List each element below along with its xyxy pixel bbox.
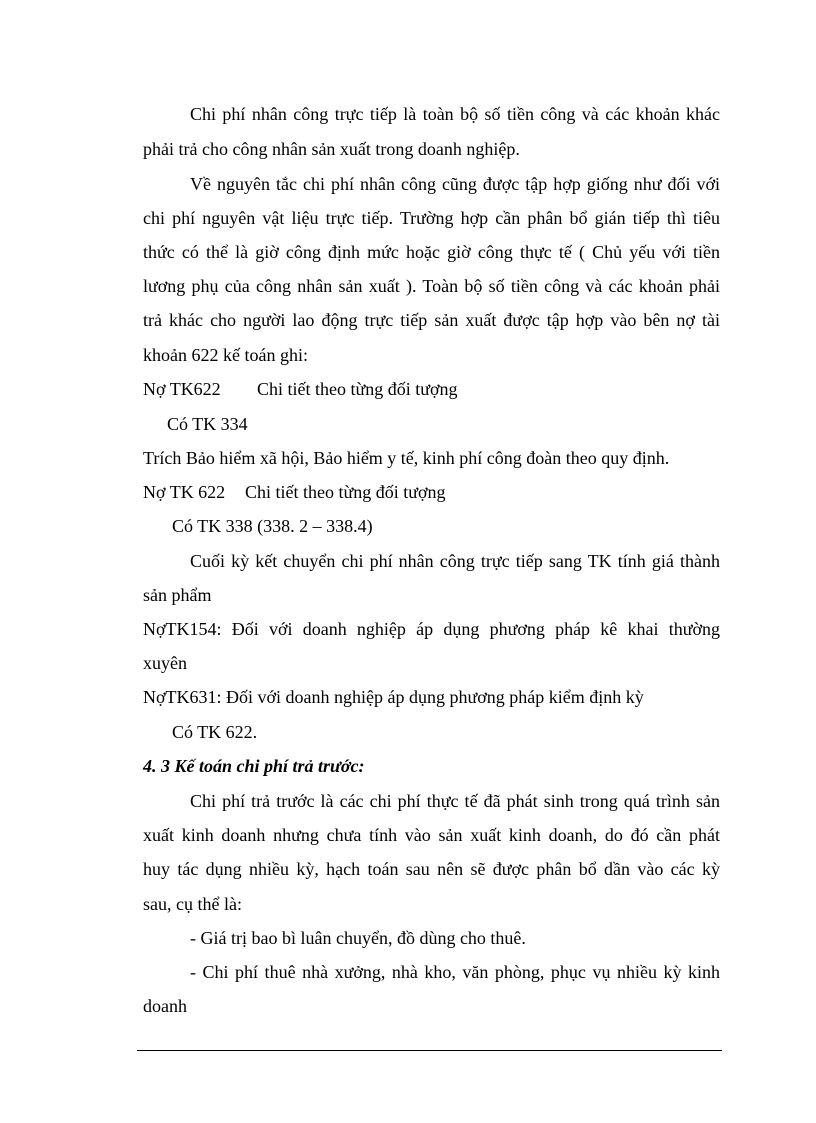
paragraph-3-line-2: sản phẩm [143,585,212,605]
bullet-2-line-2: doanh [143,996,187,1016]
paragraph-3-line-1: Cuối kỳ kết chuyển chi phí nhân công trực tiếp sang TK tính giá thành [190,551,720,571]
section-heading: 4. 3 Kế toán chi phí trả trước: [143,756,365,776]
entry-1-debit-line [143,378,720,400]
entry-2-debit-line [143,481,720,503]
entry-3-line-2: xuyên [143,653,187,673]
paragraph-2-line-1: Về nguyên tắc chi phí nhân công cũng được tập hợp giống như đối với [190,174,720,194]
paragraph-2-line-6: khoản 622 kế toán ghi: [143,345,308,365]
paragraph-1-line-1: Chi phí nhân công trực tiếp là toàn bộ số tiền công và các khoản khác [190,104,720,124]
paragraph-1-line-2: phải trả cho công nhân sản xuất trong doanh nghiệp. [143,139,520,159]
entry-2-credit: Có TK 338 (338. 2 – 338.4) [172,516,373,536]
paragraph-2-line-4: lương phụ của công nhân sản xuất ). Toàn bộ số tiền công và các khoản phải [143,276,720,296]
paragraph-4-line-2: xuất kinh doanh nhưng chưa tính vào sản xuất kinh doanh, do đó cần phát [143,825,720,845]
paragraph-4-line-4: sau, cụ thể là: [143,894,242,914]
entry-3-line-1: NợTK154: Đối với doanh nghiệp áp dụng phương pháp kê khai thường [143,619,720,639]
paragraph-2-line-2: chi phí nguyên vật liệu trực tiếp. Trường hợp cần phân bổ gián tiếp thì tiêu [143,208,720,228]
entry-1-credit: Có TK 334 [167,414,248,434]
entry-1-detail: Chi tiết theo từng đối tượng [257,379,458,399]
paragraph-2-line-5: trả khác cho người lao động trực tiếp sản xuất được tập hợp vào bên nợ tài [143,310,720,330]
paragraph-2-line-3: thức có thể là giờ công định mức hoặc giờ công thực tế ( Chủ yếu với tiền [143,242,720,262]
footer-divider [137,1050,722,1051]
entry-3-line-3: NợTK631: Đối với doanh nghiệp áp dụng phương pháp kiểm định kỳ [143,687,644,707]
entry-2-detail: Chi tiết theo từng đối tượng [245,482,446,502]
insurance-line: Trích Bảo hiểm xã hội, Bảo hiểm y tế, kinh phí công đoàn theo quy định. [143,448,670,468]
entry-1-debit: Nợ TK622 [143,379,221,399]
paragraph-4-line-1: Chi phí trả trước là các chi phí thực tế đã phát sinh trong quá trình sản [190,791,720,811]
entry-3-credit: Có TK 622. [172,722,258,742]
entry-2-debit: Nợ TK 622 [143,482,226,502]
bullet-2-line-1: - Chi phí thuê nhà xưởng, nhà kho, văn phòng, phục vụ nhiều kỳ kinh [190,962,720,982]
paragraph-4-line-3: huy tác dụng nhiều kỳ, hạch toán sau nên sẽ được phân bổ dần vào các kỳ [143,859,720,879]
bullet-1: - Giá trị bao bì luân chuyển, đồ dùng cho thuê. [190,928,526,948]
